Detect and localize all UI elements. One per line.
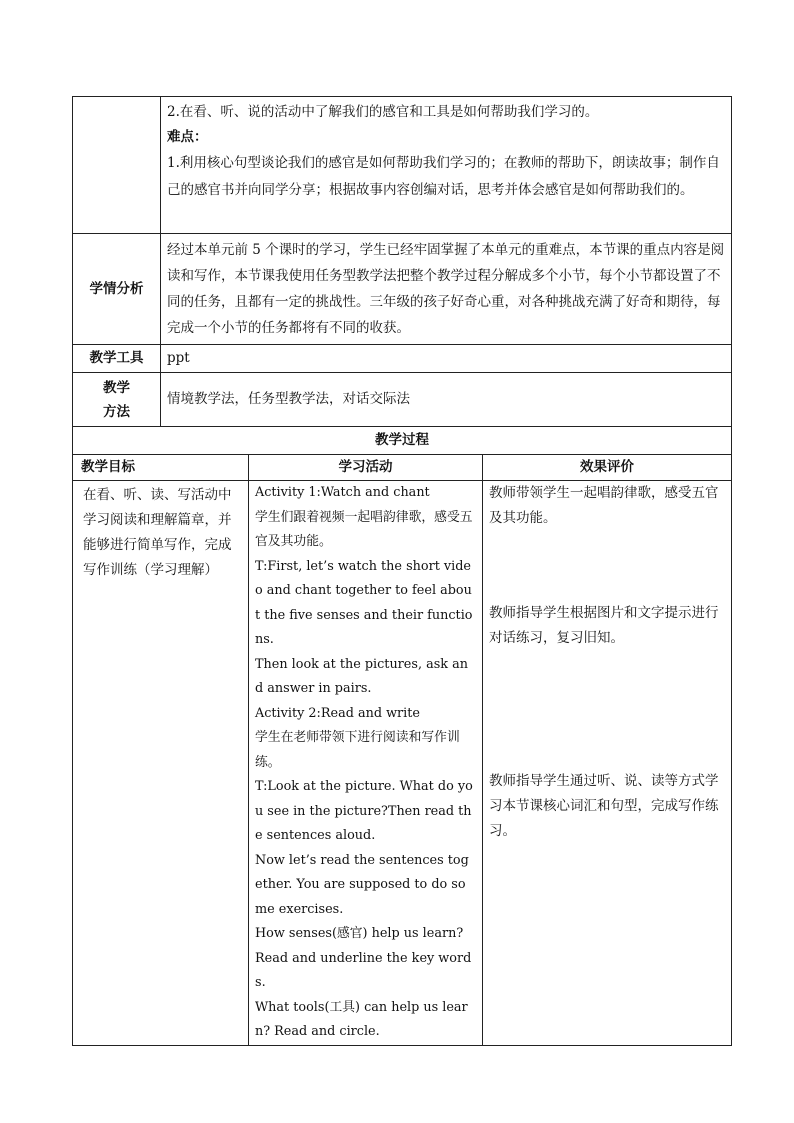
key-point-line: 2.在看、听、说的活动中了解我们的感官和工具是如何帮助我们学习的。 xyxy=(167,104,599,120)
methods-row xyxy=(73,373,732,427)
activity-line: How senses(感官) help us learn? Read and underline the key words. xyxy=(255,926,472,990)
methods-value: 情境教学法，任务型教学法，对话交际法 xyxy=(161,373,732,427)
effect-item: 教师指导学生通过听、说、读等方式学习本节课核心词汇和句型，完成写作练习。 xyxy=(489,773,719,839)
difficulty-heading: 难点： xyxy=(167,129,208,145)
activity-line: What tools(工具) can help us learn? Read and circle. xyxy=(255,999,468,1039)
activity-line: 学生们跟着视频一起唱韵律歌，感受五官及其功能。 xyxy=(255,509,473,549)
activity-list xyxy=(255,481,476,1045)
process-body-row xyxy=(73,481,732,1046)
activity-line: 学生在老师带领下进行阅读和写作训练。 xyxy=(255,730,460,770)
activity-line: Now let’s read the sentences together. You are supposed to do some exercises. xyxy=(255,852,469,917)
key-points-row xyxy=(73,97,732,234)
process-column-headers xyxy=(73,455,732,481)
process-heading: 教学过程 xyxy=(73,427,732,455)
difficulty-text: 1.利用核心句型谈论我们的感官是如何帮助我们学习的；在教师的帮助下，朗读故事；制作自己的感官书并向同学分享；根据故事内容创编对话，思考并体会感官是如何帮助我们的。 xyxy=(167,155,720,198)
goal-text: 在看、听、读、写活动中学习阅读和理解篇章，并能够进行简单写作，完成写作训练（学习理解） xyxy=(73,481,249,1046)
activity-cell xyxy=(249,481,483,1046)
activity-column-header: 学习活动 xyxy=(249,455,483,481)
activity-line: Then look at the pictures, ask and answer in pairs. xyxy=(255,656,468,696)
methods-label xyxy=(73,373,161,427)
effect-item: 教师指导学生根据图片和文字提示进行对话练习，复习旧知。 xyxy=(489,605,719,646)
key-points-content-cell xyxy=(161,97,732,234)
activity-line: Activity 1:Watch and chant xyxy=(255,485,430,500)
effect-column-header: 效果评价 xyxy=(483,455,732,481)
lesson-plan-table xyxy=(72,96,732,1046)
goal-column-header: 教学目标 xyxy=(73,455,249,481)
process-heading-row xyxy=(73,427,732,455)
effect-cell xyxy=(483,481,732,1046)
effect-item: 教师带领学生一起唱韵律歌，感受五官及其功能。 xyxy=(489,485,719,526)
tools-row xyxy=(73,345,732,373)
activity-line: Activity 2:Read and write xyxy=(255,705,420,721)
methods-label-line1: 教学 xyxy=(103,379,130,396)
activity-line: T:Look at the picture. What do you see in the picture?Then read the sentences aloud. xyxy=(255,779,473,843)
activity-line: T:First, let’s watch the short video and chant together to feel about the five senses and their functions. xyxy=(255,558,473,647)
learner-analysis-row xyxy=(73,234,732,345)
tools-value: ppt xyxy=(161,345,732,373)
methods-label-line2: 方法 xyxy=(103,403,130,420)
tools-label: 教学工具 xyxy=(73,345,161,373)
learner-analysis-text: 经过本单元前 5 个课时的学习，学生已经牢固掌握了本单元的重难点，本节课的重点内容是阅读和写作，本节课我使用任务型教学法把整个教学过程分解成多个小节，每个小节都设置了不同的任务，且都有一定的挑战性。三年级的孩子好奇心重，对各种挑战充满了好奇和期待，每完成一个小节的任务都将有不同的收获。 xyxy=(161,234,732,345)
key-points-label-cell xyxy=(73,97,161,234)
learner-analysis-label: 学情分析 xyxy=(73,234,161,345)
